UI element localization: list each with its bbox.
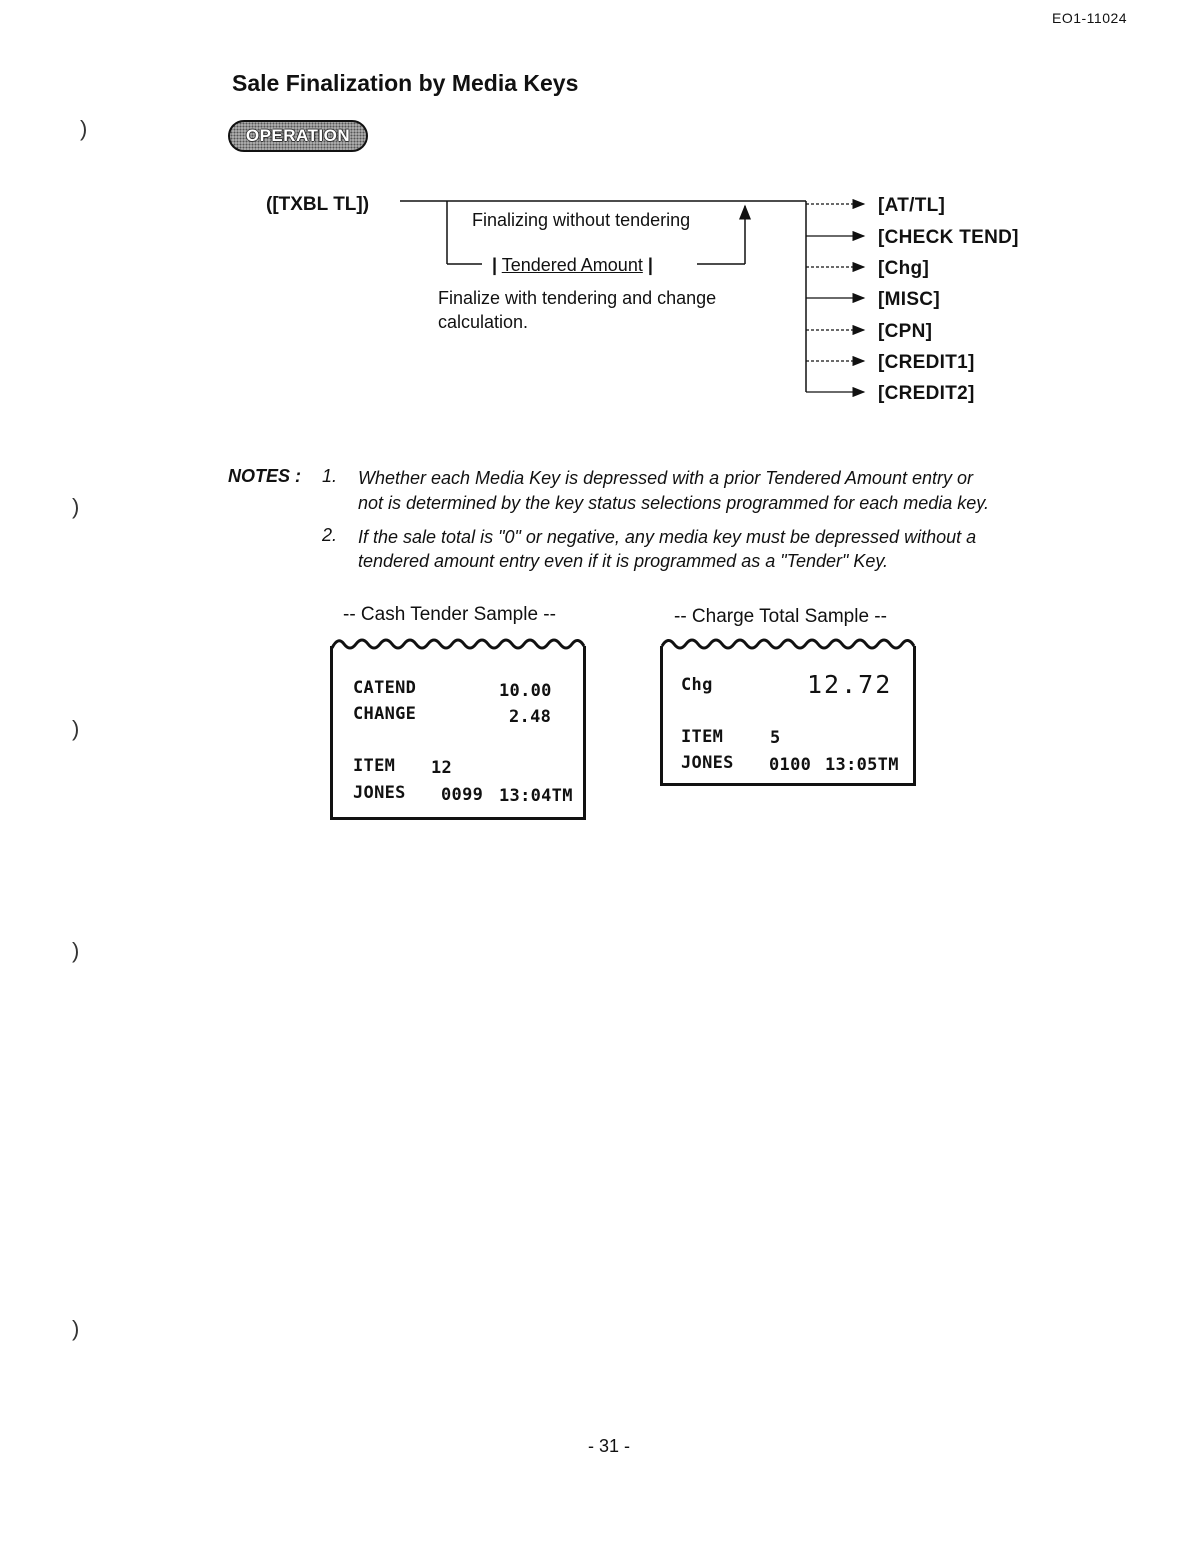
document-id: EO1-11024 <box>1052 10 1128 26</box>
charge-sample-title: -- Charge Total Sample -- <box>674 606 887 627</box>
media-key-cpn: [CPN] <box>878 321 933 342</box>
media-key-at-tl: [AT/TL] <box>878 195 946 216</box>
note-1-line2: not is determined by the key status selections programmed for each media key. <box>358 493 989 513</box>
tender-description-line2: calculation. <box>438 312 529 332</box>
operation-badge: OPERATION <box>228 120 368 152</box>
note-2-line2: tendered amount entry even if it is programmed as a "Tender" Key. <box>358 551 889 571</box>
item-label: ITEM <box>353 756 396 776</box>
start-key-label: ([TXBL TL]) <box>266 194 370 215</box>
page-number: - 31 - <box>588 1436 631 1456</box>
item-count: 12 <box>431 758 453 778</box>
cash-line-value: 10.00 <box>499 681 552 701</box>
tendered-amount-box <box>492 255 653 276</box>
footer-name: JONES <box>353 783 406 803</box>
note-2-number: 2. <box>322 525 338 545</box>
binding-mark-icon: ) <box>72 938 80 963</box>
bracket-right-icon: | <box>647 255 653 275</box>
tendered-amount-label: Tendered Amount <box>501 255 643 275</box>
charge-receipt <box>660 646 916 786</box>
media-key-check-tend: [CHECK TEND] <box>878 227 1019 248</box>
footer-time: 13:05TM <box>825 755 899 775</box>
binding-mark-icon: ) <box>72 494 80 519</box>
tender-description-line1: Finalize with tendering and change <box>438 288 717 308</box>
no-tender-label: Finalizing without tendering <box>472 210 691 230</box>
media-key-credit2: [CREDIT2] <box>878 383 975 404</box>
binding-mark-icon: ) <box>72 1316 80 1341</box>
item-label: ITEM <box>681 727 724 747</box>
footer-number: 0099 <box>441 785 484 805</box>
media-key-misc: [MISC] <box>878 289 940 310</box>
item-count: 5 <box>770 728 781 748</box>
note-1-line1: Whether each Media Key is depressed with a prior Tendered Amount entry or <box>358 468 973 488</box>
page-title: Sale Finalization by Media Keys <box>232 70 579 96</box>
cash-receipt <box>330 646 586 820</box>
note-1-number: 1. <box>322 466 338 486</box>
change-line-label: CHANGE <box>353 704 417 724</box>
binding-mark-icon: ) <box>80 116 88 141</box>
change-line-value: 2.48 <box>509 707 552 727</box>
notes-label: NOTES : <box>228 466 302 486</box>
cash-sample-title: -- Cash Tender Sample -- <box>343 604 556 625</box>
bracket-left-icon: | <box>492 255 498 275</box>
charge-total-value: 12.72 <box>807 670 893 699</box>
media-key-credit1: [CREDIT1] <box>878 352 975 373</box>
footer-time: 13:04TM <box>499 786 573 806</box>
footer-name: JONES <box>681 753 734 773</box>
cash-line-label: CATEND <box>353 678 417 698</box>
media-key-chg: [Chg] <box>878 258 930 279</box>
footer-number: 0100 <box>769 755 812 775</box>
charge-total-label: Chg <box>681 675 713 695</box>
note-2-line1: If the sale total is "0" or negative, any media key must be depressed without a <box>358 527 977 547</box>
binding-mark-icon: ) <box>72 716 80 741</box>
